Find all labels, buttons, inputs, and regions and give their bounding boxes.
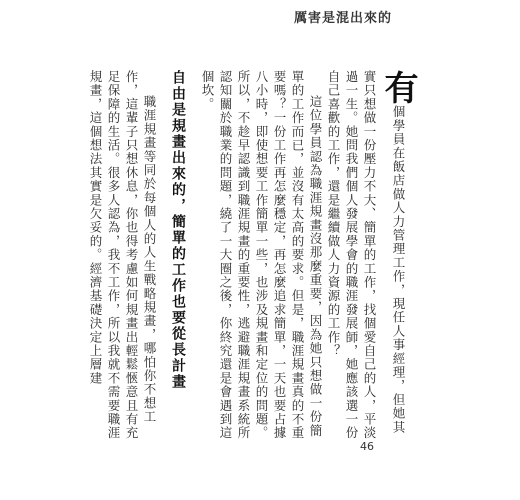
paragraph-2: 這位學員認為職涯規畫沒那麼重要，因為她只想做一份簡單的工作而已，並沒有太高的要求。但是，職涯規畫真的不重要嗎？一份工作再怎麼穩定，再怎麼追求簡單，一天也要占據八小時，即使想要工作簡單一些，也涉及規畫和定位的問題。所以，不趁早認識到職涯規畫的重要性，逃避職涯規畫系統所認知關於職業的問題，繞了一大圈之後，你終究還是會遇到這個坎。 (200, 70, 323, 440)
running-header: 厲害是混出來的 (293, 11, 392, 26)
paragraph-1 (324, 70, 418, 440)
drop-cap: 有 (378, 70, 418, 106)
page-body (88, 70, 418, 440)
section-heading: 自由是規畫出來的，簡單的工作也要從長計畫 (170, 70, 186, 390)
page-number: 46 (360, 440, 374, 453)
paragraph-1-text: 個學員在飯店做人力管理工作，現任人事經理，但她其實只想做一份壓力不大、簡單的工作，找個愛自己的人，平淡過一生。她問我們個人發展學會的職涯發展師，她應該選一份自己喜歡的工作，還是繼續做人力資源的工作？ (326, 70, 406, 440)
article-text (88, 70, 418, 440)
paragraph-3: 職涯規畫等同於每個人的人生戰略規畫，哪怕你不想工作，這輩子只想休息，你也得考慮如何規畫出輕鬆愜意且有充足保障的生活。很多人認為，我不工作，所以我就不需要職涯規畫，這個想法其實是欠妥的。經濟基礎決定上層建 (88, 70, 157, 440)
